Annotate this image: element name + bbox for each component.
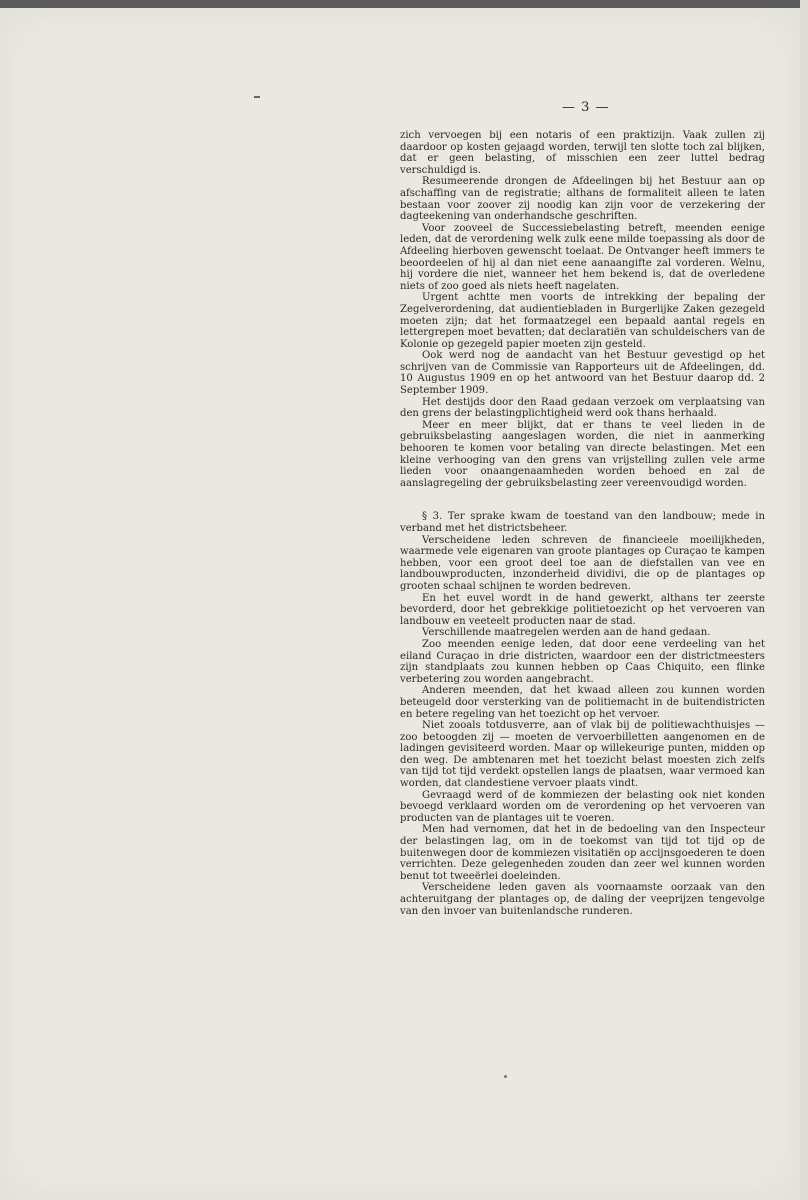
paragraph: Verschillende maatregelen werden aan de hand gedaan.	[422, 627, 711, 639]
paragraph: Urgent achtte men voorts de intrekking der bepaling der Zegelverordening, dat audientiebladen in Burgerlijke Zaken gezegeld moeten zijn; dat het formaatzegel een bepaald aantal regels en lettergrepen moet bevatten; dat declaratiën van schuldeischers van de Kolonie op gezegeld papier moeten zijn gesteld.	[400, 292, 765, 350]
margin-mark	[254, 96, 260, 98]
paragraph: Niet zooals totdusverre, aan of vlak bij de politiewachthuisjes — zoo betoogden zij — moeten de vervoerbilletten aangenomen en de ladingen gevisiteerd worden. Maar op willekeurige punten, midden op den weg. De ambtenaren met het toezicht belast moesten zich zelfs van tijd tot tijd verdekt opstellen langs de plaatsen, waar vermoed kan worden, dat clandestiene vervoer plaats vindt.	[400, 720, 765, 790]
paragraph-continued: zich vervoegen bij een notaris of een praktizijn. Vaak zullen zij daardoor op kosten gejaagd worden, terwijl ten slotte toch zal blijken, dat er geen belasting, of misschien een zeer luttel bedrag verschuldigd is.	[400, 130, 765, 176]
paragraph: Voor zooveel de Successiebelasting betreft, meenden eenige leden, dat de verordening welk zulk eene milde toepassing als door de Afdeeling hierboven gewenscht toelaat. De Ontvanger heeft immers te beoordeelen of hij al dan niet eene aanaangifte zal vorderen. Welnu, hij vordere die niet, wanneer het hem bekend is, dat de overledene niets of zoo goed als niets heeft nagelaten.	[400, 222, 765, 292]
ink-speck	[504, 1075, 507, 1078]
paragraph: Gevraagd werd of de kommiezen der belasting ook niet konden bevoegd verklaard worden om de verordening op het vervoeren van producten van de plantages uit te voeren.	[400, 789, 765, 824]
paragraph: Anderen meenden, dat het kwaad alleen zou kunnen worden beteugeld door versterking van de politiemacht in de buitendistricten en betere regeling van het toezicht op het vervoer.	[400, 685, 765, 720]
scan-right-edge	[800, 0, 808, 1200]
paragraph: Verscheidene leden gaven als voornaamste oorzaak van den achteruitgang der plantages op, de daling der veeprijzen tengevolge van den invoer van buitenlandsche runderen.	[400, 882, 765, 917]
page-number: — 3 —	[562, 100, 610, 115]
paragraph: Het destijds door den Raad gedaan verzoek om verplaatsing van den grens der belastingplichtigheid werd ook thans herhaald.	[400, 396, 765, 420]
paragraph: Ook werd nog de aandacht van het Bestuur gevestigd op het schrijven van de Commissie van Rapporteurs uit de Afdeelingen, dd. 10 Augustus 1909 en op het antwoord van het Bestuur daarop dd. 2 September 1909.	[400, 350, 765, 397]
section-heading-paragraph: § 3. Ter sprake kwam de toestand van den landbouw; mede in verband met het districtsbeheer.	[400, 511, 765, 534]
paragraph: Meer en meer blijkt, dat er thans te veel lieden in de gebruiksbelasting aangeslagen worden, die niet in aanmerking behooren te komen voor betaling van directe belastingen. Met een kleine verhooging van den grens van vrijstelling zullen vele arme lieden voor onaangenaamheden worden behoed en zal de aanslagregeling der gebruiksbelasting zeer vereenvoudigd worden.	[400, 419, 765, 489]
paragraph: Men had vernomen, dat het in de bedoeling van den Inspecteur der belastingen lag, om in de toekomst van tijd tot tijd op de buitenwegen door de kommiezen visitatiën op accijnsgoederen te doen verrichten. Deze gelegenheden zouden dan zeer wel kunnen worden benut tot tweeërlei doeleinden.	[400, 824, 765, 882]
paragraph: Zoo meenden eenige leden, dat door eene verdeeling van het eiland Curaçao in drie districten, waardoor een der districtmeesters zijn standplaats zou kunnen hebben op Caas Chiquito, een flinke verbetering zou worden aangebracht.	[400, 638, 765, 685]
scan-top-border	[0, 0, 808, 8]
paragraph: En het euvel wordt in de hand gewerkt, althans ter zeerste bevorderd, door het gebrekkige politietoezicht op het vervoeren van landbouw en veeteelt producten naar de stad.	[400, 592, 765, 627]
paragraph: Resumeerende drongen de Afdeelingen bij het Bestuur aan op afschaffing van de registratie; althans de formaliteit alleen te laten bestaan voor zoover zij noodig kan zijn voor de verzekering der dagteekening van onderhandsche geschriften.	[400, 176, 765, 223]
paragraph: Verscheidene leden schreven de financieele moeilijkheden, waarmede vele eigenaren van groote plantages op Curaçao te kampen hebben, voor een groot deel toe aan de diefstallen van vee en landbouwproducten, inzonderheid dividivi, die op de plantages op grooten schaal schijnen te worden bedreven.	[400, 534, 765, 592]
text-column	[400, 130, 765, 917]
